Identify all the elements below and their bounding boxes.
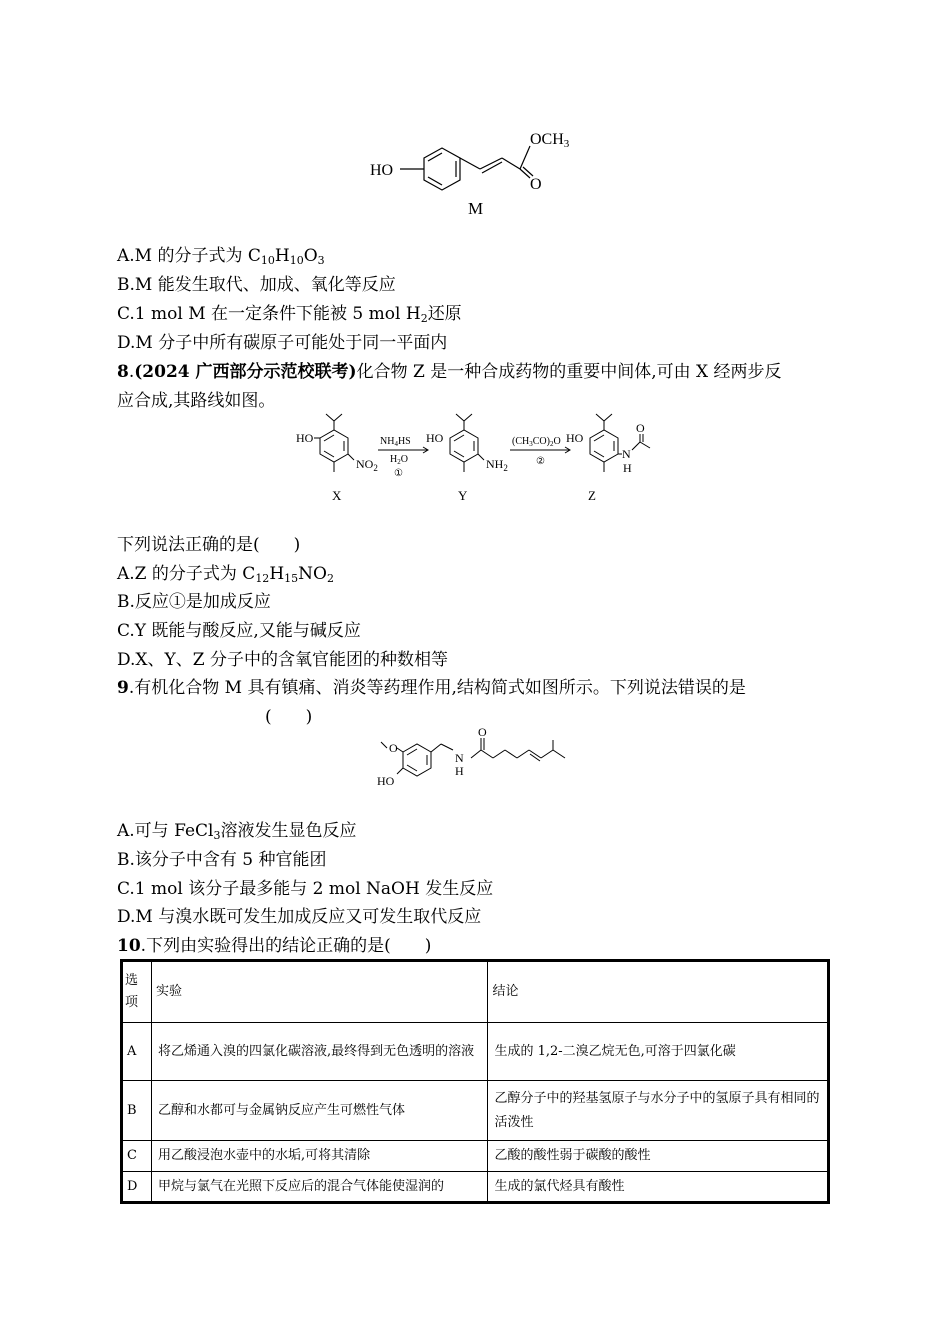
q7-carbonyl-o: O (530, 176, 542, 193)
q10-results-table (120, 959, 830, 1204)
q7-option-a: A.M 的分子式为 $C_{10}H_{10}O_3$ (117, 246, 325, 267)
q8-stem-line2: 应合成,其路线如图。 (117, 391, 276, 411)
q9-carbonyl-o: O (478, 728, 487, 739)
row-conclusion: 生成的氯代烃具有酸性 (488, 1172, 829, 1203)
q9-option-b: B.该分子中含有 5 种官能团 (117, 850, 327, 870)
q8-stem-line1: 8.(2024 广西部分示范校联考)化合物 Z 是一种合成药物的重要中间体,可由 X 经两步反 (117, 362, 782, 382)
q8-option-c: C.Y 既能与酸反应,又能与碱反应 (117, 621, 361, 641)
row-experiment: 将乙烯通入溴的四氯化碳溶液,最终得到无色透明的溶液 (151, 1023, 488, 1081)
q8-x-no2: $NO_2$ (356, 457, 378, 473)
q8-option-a: A.Z 的分子式为 $C_{12}H_{15}NO_2$ (117, 564, 334, 585)
q9-option-d: D.M 与溴水既可发生加成反应又可发生取代反应 (117, 907, 482, 927)
q8-y-nh2: $NH_2$ (486, 457, 508, 473)
table-header-row (122, 961, 829, 1023)
q8-z-label: Z (588, 488, 596, 503)
q9-amide-h: H (455, 764, 464, 778)
q9-stem: 9.有机化合物 M 具有镇痛、消炎等药理作用,结构简式如图所示。下列说法错误的是 (117, 678, 746, 698)
q7-option-c: C.1 mol M 在一定条件下能被 5 mol $H_2$还原 (117, 304, 462, 325)
q8-x-ho: HO (296, 431, 314, 445)
q7-option-b: B.M 能发生取代、加成、氧化等反应 (117, 275, 396, 295)
table-row (122, 1141, 829, 1172)
q8-prompt: 下列说法正确的是( ) (117, 535, 301, 555)
table-row (122, 1081, 829, 1141)
q9-option-a: A.可与 FeCl$_3$溶液发生显色反应 (117, 821, 357, 842)
q8-y-label: Y (458, 488, 468, 503)
row-option: B (122, 1081, 152, 1141)
table-row (122, 1172, 829, 1203)
row-experiment: 甲烷与氯气在光照下反应后的混合气体能使湿润的 (151, 1172, 488, 1203)
row-conclusion: 乙醇分子中的羟基氢原子与水分子中的氢原子具有相同的活泼性 (488, 1081, 829, 1141)
q7-structure-m (360, 118, 600, 228)
q8-z-o: O (636, 421, 645, 435)
q9-answer-paren: ( ) (265, 707, 313, 727)
q8-z-n: N (622, 447, 631, 461)
q7-option-d: D.M 分子中所有碳原子可能处于同一平面内 (117, 333, 448, 353)
q7-structure-label: M (468, 199, 484, 218)
q9-methoxy-o: O (389, 741, 398, 755)
q8-option-b: B.反应①是加成反应 (117, 592, 271, 612)
q9-amide-n: N (455, 751, 464, 765)
row-conclusion: 生成的 1,2-二溴乙烷无色,可溶于四氯化碳 (488, 1023, 829, 1081)
q8-z-h: H (623, 461, 632, 475)
q9-structure (375, 728, 575, 802)
row-conclusion: 乙酸的酸性弱于碳酸的酸性 (488, 1141, 829, 1172)
q8-reaction-scheme (290, 408, 670, 508)
header-experiment: 实验 (151, 961, 488, 1023)
table-row (122, 1023, 829, 1081)
q7-och3-group: OCH3 (530, 131, 570, 150)
row-option: C (122, 1141, 152, 1172)
q8-x-label: X (332, 488, 342, 503)
row-experiment: 用乙酸浸泡水壶中的水垢,可将其清除 (151, 1141, 488, 1172)
q7-ho-group: HO (370, 162, 394, 179)
row-option: D (122, 1172, 152, 1203)
q8-reagent1-top: $NH_4HS$ (380, 436, 411, 448)
header-conclusion: 结论 (488, 961, 829, 1023)
row-option: A (122, 1023, 152, 1081)
header-option: 选项 (122, 961, 152, 1023)
q8-step2-marker: ② (536, 456, 545, 467)
q8-option-d: D.X、Y、Z 分子中的含氧官能团的种数相等 (117, 650, 448, 670)
q10-stem: 10.下列由实验得出的结论正确的是( ) (117, 936, 432, 956)
q8-reagent1-bottom: $H_2O$ (390, 454, 408, 466)
row-experiment: 乙醇和水都可与金属钠反应产生可燃性气体 (151, 1081, 488, 1141)
q8-z-ho: HO (566, 431, 584, 445)
q9-option-c: C.1 mol 该分子最多能与 2 mol NaOH 发生反应 (117, 879, 494, 899)
q8-step1-marker: ① (394, 468, 403, 479)
q8-reagent2-top: $(CH_3CO)_2O$ (512, 436, 561, 448)
q9-ho-group: HO (377, 774, 395, 788)
q8-y-ho: HO (426, 431, 444, 445)
